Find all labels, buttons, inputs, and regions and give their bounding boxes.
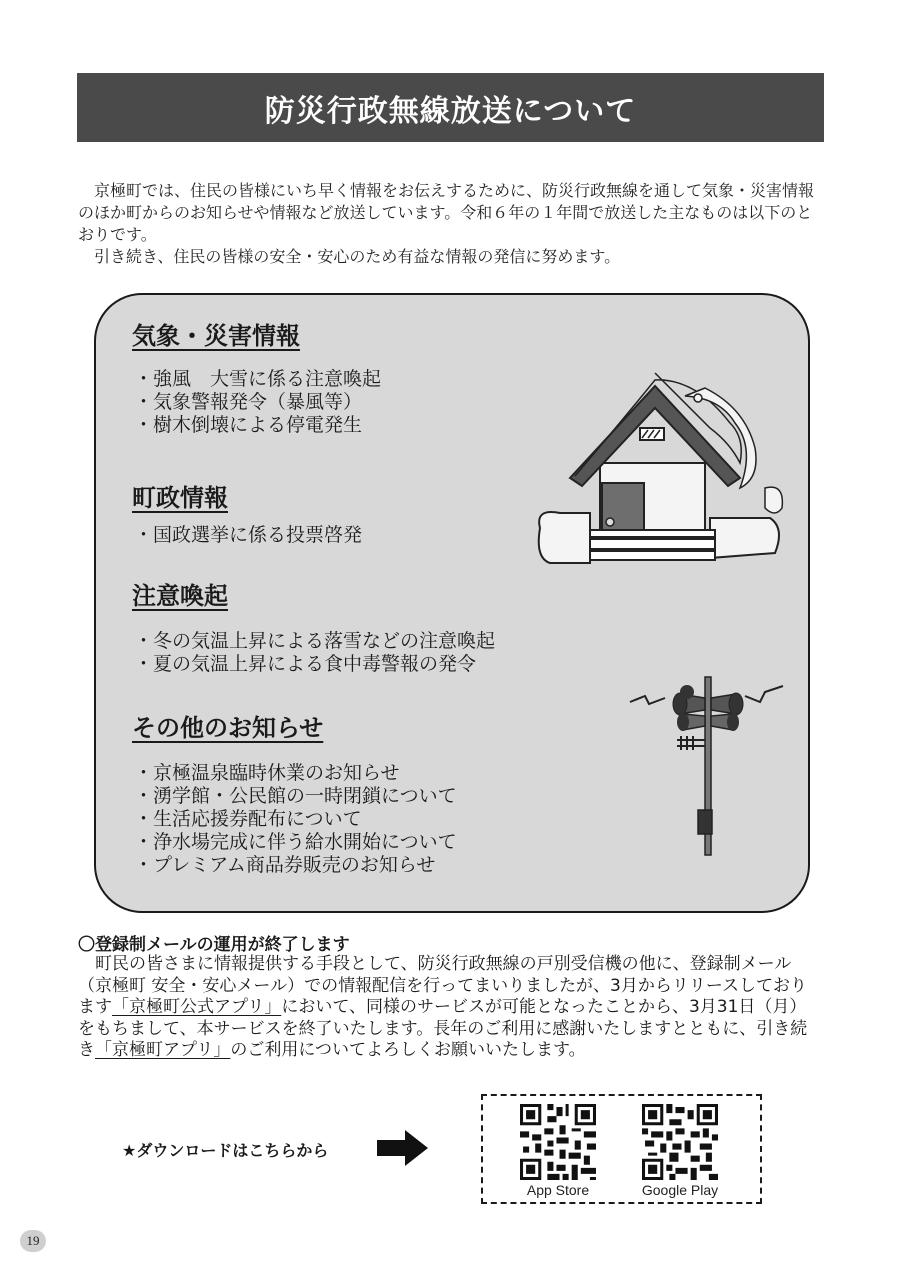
list-item: ・ 京極温泉臨時休業のお知らせ [134, 762, 457, 785]
app-name: 「京極町アプリ」 [95, 1040, 231, 1060]
section-heading-town: 町政情報 [132, 484, 228, 512]
google-play-label: Google Play [641, 1182, 719, 1198]
notice-title: 〇登録制メールの運用が終了します [78, 935, 350, 955]
list-item: ・ 冬の気温上昇による落雪などの注意喚起 [134, 630, 495, 653]
notice-text: において、同様のサービスが可能となったことから、3月31日（月）をもちまして、本サービスを終了いたします。長年のご利用に感謝いたしますとともに、引き続き [78, 997, 808, 1060]
app-store-label: App Store [526, 1182, 590, 1198]
intro-paragraph: 引き続き、住民の皆様の安全・安心のため有益な情報の発信に努めます。 [94, 247, 621, 266]
list-item: ・ 国政選挙に係る投票啓発 [134, 524, 362, 547]
section-heading-weather: 気象・災害情報 [132, 322, 300, 350]
app-store-download[interactable] [513, 1104, 603, 1198]
qr-code-box [481, 1094, 762, 1204]
google-play-qr-code-icon[interactable] [642, 1104, 718, 1180]
google-play-download[interactable] [635, 1104, 725, 1198]
list-item: ・ 気象警報発令（暴風等） [134, 391, 381, 414]
snowy-house-illustration [530, 368, 790, 568]
download-label: ★ダウンロードはこちらから [122, 1141, 329, 1160]
notice-body [78, 954, 823, 1062]
notice-text: のご利用についてよろしくお願いいたします。 [230, 1040, 586, 1060]
section-heading-caution: 注意喚起 [132, 582, 228, 610]
official-app-name: 「京極町公式アプリ」 [112, 997, 282, 1017]
page-title: 防災行政無線放送について [77, 73, 824, 142]
intro-paragraph: 京極町では、住民の皆様にいち早く情報をお伝えするために、防災行政無線を通して気象・災害情報のほか町からのお知らせや情報など放送しています。令和６年の１年間で放送した主なものは以下のとおりです。 [78, 181, 815, 244]
caution-list [134, 630, 495, 676]
list-item: ・ 生活応援券配布について [134, 808, 457, 831]
weather-list [134, 368, 381, 437]
arrow-right-icon [375, 1128, 430, 1168]
notice-text: 町民の皆さまに情報提供する手段として、防災行政無線の戸別受信機の他に、登録制メール（京極町 安全・安心メール）での情報配信を行ってまいりましたが、3月からリリースしております [78, 954, 808, 1017]
list-item: ・ 夏の気温上昇による食中毒警報の発令 [134, 653, 495, 676]
intro-text [78, 180, 818, 268]
other-list [134, 762, 457, 877]
section-heading-other: その他のお知らせ [132, 714, 324, 742]
loudspeaker-pole-illustration [625, 672, 785, 857]
list-item: ・ 強風 大雪に係る注意喚起 [134, 368, 381, 391]
town-list [134, 524, 362, 547]
list-item: ・ 湧学館・公民館の一時閉鎖について [134, 785, 457, 808]
list-item: ・ 樹木倒壊による停電発生 [134, 414, 381, 437]
app-store-qr-code-icon[interactable] [520, 1104, 596, 1180]
list-item: ・ プレミアム商品券販売のお知らせ [134, 854, 457, 877]
page-number: 19 [20, 1230, 46, 1252]
list-item: ・ 浄水場完成に伴う給水開始について [134, 831, 457, 854]
